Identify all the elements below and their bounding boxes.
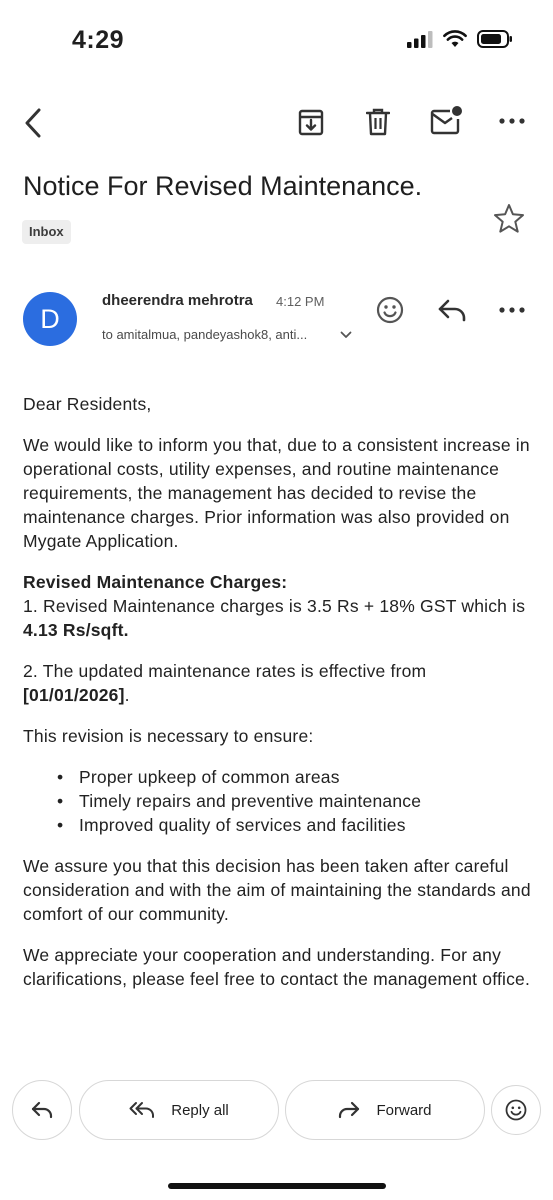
reply-all-label: Reply all xyxy=(171,1101,229,1119)
more-options-button[interactable] xyxy=(498,114,526,128)
body-paragraph: We would like to inform you that, due to a consistent increase in operational costs, utility expenses, and routine maintenance requirements, the management has decided to revise the maintenance charges. Prior information was also provided on Mygate Application. xyxy=(23,435,530,551)
chevron-down-icon[interactable] xyxy=(340,331,352,339)
list-item: • Improved quality of services and facilities xyxy=(57,813,533,837)
sender-avatar[interactable]: D xyxy=(23,292,77,346)
reply-icon xyxy=(31,1101,53,1119)
list-item: • Timely repairs and preventive maintenance xyxy=(57,789,533,813)
reply-icon xyxy=(437,298,467,322)
message-more-button[interactable] xyxy=(498,305,526,315)
bottom-emoji-button[interactable] xyxy=(491,1085,541,1135)
status-icons xyxy=(407,30,513,48)
star-button[interactable] xyxy=(492,201,526,235)
charges-heading: Revised Maintenance Charges: xyxy=(23,572,288,592)
inbox-label-chip[interactable]: Inbox xyxy=(22,220,71,244)
forward-button[interactable] xyxy=(285,1080,485,1140)
forward-label: Forward xyxy=(376,1101,432,1119)
battery-icon xyxy=(477,30,513,48)
revision-list xyxy=(23,765,533,837)
email-subject: Notice For Revised Maintenance. xyxy=(23,171,423,201)
back-button[interactable] xyxy=(18,106,48,140)
effective-end: . xyxy=(124,685,130,705)
delete-button[interactable] xyxy=(364,106,392,138)
effective-date: [01/01/2026] xyxy=(23,685,125,705)
mark-unread-button[interactable] xyxy=(429,104,465,136)
cellular-signal-icon xyxy=(407,31,433,48)
body-paragraph: We appreciate your cooperation and understanding. For any clarifications, please feel free to contact the management office. xyxy=(23,945,531,989)
reply-all-icon xyxy=(129,1101,155,1119)
mail-unread-icon xyxy=(430,105,464,135)
star-outline-icon xyxy=(493,203,525,234)
sent-time: 4:12 PM xyxy=(276,294,325,309)
revision-intro: This revision is necessary to ensure: xyxy=(23,726,314,746)
list-item: • Proper upkeep of common areas xyxy=(57,765,533,789)
archive-button[interactable] xyxy=(296,107,326,137)
bottom-reply-button[interactable] xyxy=(12,1080,72,1140)
home-indicator[interactable] xyxy=(168,1183,386,1189)
body-paragraph: We assure you that this decision has been taken after careful consideration and with the aim of maintaining the standards and comfort of our community. xyxy=(23,856,531,924)
archive-icon xyxy=(298,109,324,136)
wifi-icon xyxy=(443,30,467,48)
reply-button[interactable] xyxy=(436,297,468,323)
charges-line: 1. Revised Maintenance charges is 3.5 Rs + 18% GST which is xyxy=(23,596,526,616)
recipients-summary[interactable]: to amitalmua, pandeyashok8, anti... xyxy=(102,327,308,342)
emoji-react-icon xyxy=(376,296,404,324)
forward-icon xyxy=(338,1101,360,1119)
back-arrow-icon xyxy=(24,108,42,138)
emoji-react-icon xyxy=(505,1099,527,1121)
sender-name[interactable]: dheerendra mehrotra xyxy=(102,292,253,309)
more-horizontal-icon xyxy=(499,118,525,124)
effective-section xyxy=(23,659,533,707)
reply-all-button[interactable] xyxy=(79,1080,279,1140)
greeting: Dear Residents, xyxy=(23,394,152,414)
trash-icon xyxy=(366,108,390,136)
effective-line: 2. The updated maintenance rates is effective from xyxy=(23,661,427,681)
charges-rate: 4.13 Rs/sqft. xyxy=(23,620,129,640)
email-body xyxy=(23,392,533,1008)
status-time: 4:29 xyxy=(72,26,125,54)
charges-section xyxy=(23,570,533,642)
emoji-react-button[interactable] xyxy=(375,295,405,325)
more-horizontal-icon xyxy=(499,307,525,313)
